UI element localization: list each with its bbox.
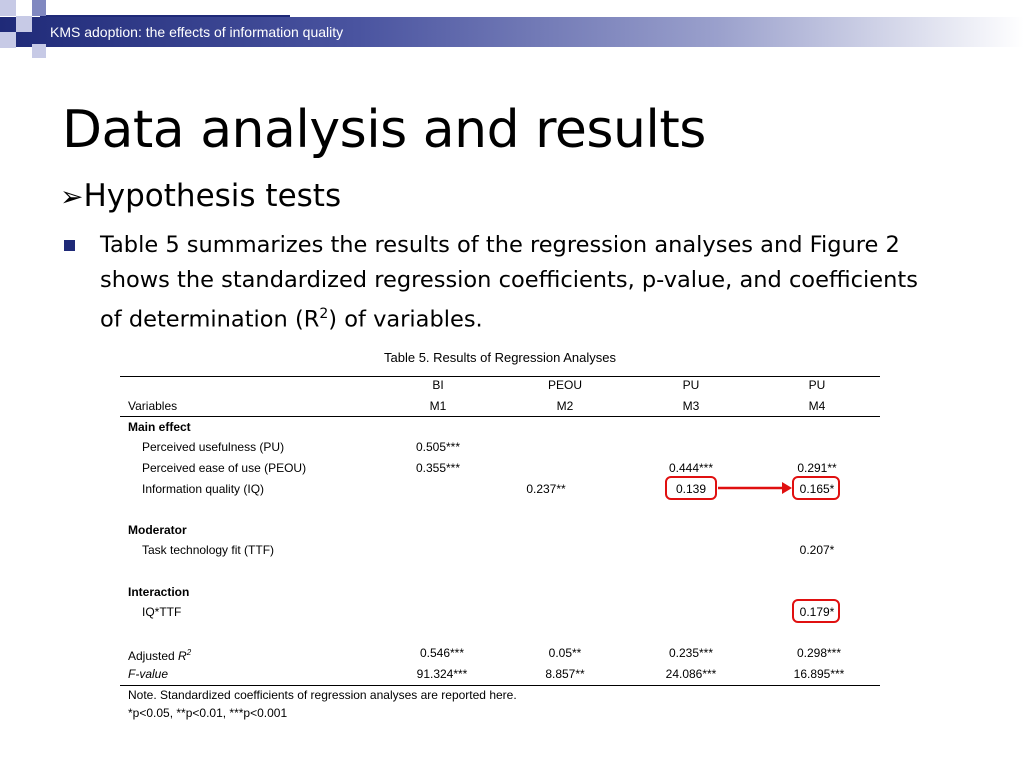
bullet-text-main: Table 5 summarizes the results of the regression analyses and Figure 2 shows the standardized regression coefficients, p-value, and coefficients of determination (R xyxy=(100,232,918,333)
table-cell: 8.857** xyxy=(545,667,585,681)
row-label: Perceived ease of use (PEOU) xyxy=(142,461,307,475)
arrow-bullet-icon: ➢ xyxy=(60,180,84,213)
row-label: Task technology fit (TTF) xyxy=(142,543,275,557)
table-cell: 0.298*** xyxy=(796,646,842,660)
table-header-cell: PEOU xyxy=(547,378,582,392)
table-cell: 0.505*** xyxy=(415,440,461,454)
table-significance-note: *p<0.05, **p<0.01, ***p<0.001 xyxy=(128,706,288,720)
slide-title: Data analysis and results xyxy=(62,100,706,160)
table-header-cell: PU xyxy=(808,378,826,392)
table-cell: 0.444*** xyxy=(668,461,714,475)
table-cell-highlighted: 0.139 xyxy=(675,482,707,496)
table-header-cell: M1 xyxy=(429,399,447,413)
table-cell: 0.355*** xyxy=(415,461,461,475)
row-label: Information quality (IQ) xyxy=(142,482,265,496)
table-cell: 16.895*** xyxy=(793,667,845,681)
adj-r2-label-text: Adjusted xyxy=(128,649,179,663)
table-cell: 0.291** xyxy=(797,461,837,475)
section-label-main-effect: Main effect xyxy=(128,420,191,434)
table-cell: 0.235*** xyxy=(668,646,714,660)
table-cell: 91.324*** xyxy=(416,667,468,681)
table-cell: 0.05** xyxy=(548,646,582,660)
table-cell-highlighted: 0.165* xyxy=(799,482,835,496)
header-title: KMS adoption: the effects of information quality xyxy=(50,24,344,40)
table-header-cell: BI xyxy=(432,378,444,392)
table-cell-highlighted: 0.179* xyxy=(799,605,835,619)
table-caption: Table 5. Results of Regression Analyses xyxy=(384,350,616,365)
table-cell: 0.237** xyxy=(526,482,566,496)
table-cell: 24.086*** xyxy=(665,667,717,681)
table-header-cell: M4 xyxy=(808,399,826,413)
adj-r2-label-sup: 2 xyxy=(186,648,192,657)
bullet-text-superscript: 2 xyxy=(319,306,329,322)
table-note: Note. Standardized coefficients of regression analyses are reported here. xyxy=(128,688,517,702)
table-header-cell: PU xyxy=(682,378,700,392)
bullet-text-end: ) of variables. xyxy=(328,306,483,333)
row-label: Perceived usefulness (PU) xyxy=(142,440,285,454)
subtitle-text: Hypothesis tests xyxy=(83,178,342,214)
table-header-cell: M3 xyxy=(682,399,700,413)
section-label-moderator: Moderator xyxy=(128,523,187,537)
table-header-variables: Variables xyxy=(128,399,178,413)
table-header-cell: M2 xyxy=(556,399,574,413)
table-cell: 0.207* xyxy=(799,543,835,557)
row-label: IQ*TTF xyxy=(142,605,182,619)
section-label-interaction: Interaction xyxy=(128,585,190,599)
adj-r2-label-italic: R xyxy=(178,649,187,663)
row-label-f-value: F-value xyxy=(128,667,169,681)
table-cell: 0.546*** xyxy=(419,646,465,660)
